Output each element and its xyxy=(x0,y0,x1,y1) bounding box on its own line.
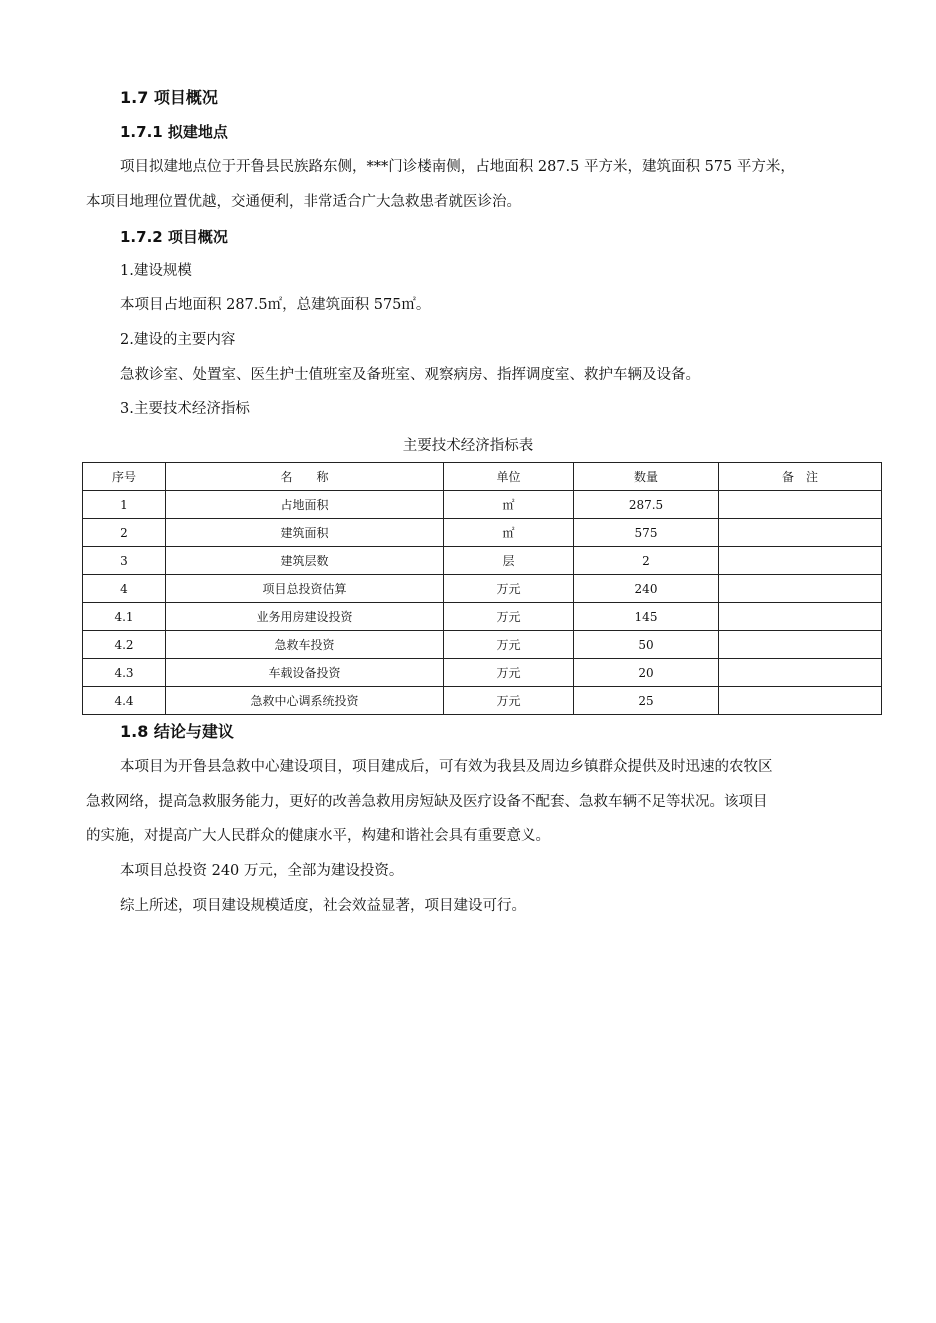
item-1-title: 1.建设规模 xyxy=(120,263,192,279)
table-row xyxy=(83,631,882,659)
table-cell xyxy=(719,575,882,603)
table-cell xyxy=(719,659,882,687)
header-cell: 名 称 xyxy=(166,463,444,491)
table-cell: 20 xyxy=(574,659,719,687)
table-cell: 3 xyxy=(83,547,166,575)
table-cell xyxy=(719,491,882,519)
header-cell: 数量 xyxy=(574,463,719,491)
table-cell: 业务用房建设投资 xyxy=(166,603,444,631)
table-row xyxy=(83,547,882,575)
table-cell: 万元 xyxy=(444,631,574,659)
table-cell: 建筑层数 xyxy=(166,547,444,575)
section-1-7-heading: 1.7 项目概况 xyxy=(120,88,218,107)
summary-paragraph: 综上所述，项目建设规模适度，社会效益显著，项目建设可行。 xyxy=(120,898,526,914)
table-cell xyxy=(719,687,882,715)
table-cell: 2 xyxy=(83,519,166,547)
table-cell: 4.2 xyxy=(83,631,166,659)
item-2-title: 2.建设的主要内容 xyxy=(120,332,236,348)
investment-paragraph: 本项目总投资 240 万元，全部为建设投资。 xyxy=(120,863,404,879)
table-cell: 240 xyxy=(574,575,719,603)
table-row xyxy=(83,519,882,547)
item-2-text: 急救诊室、处置室、医生护士值班室及备班室、观察病房、指挥调度室、救护车辆及设备。 xyxy=(120,367,700,383)
table-row xyxy=(83,491,882,519)
header-cell: 单位 xyxy=(444,463,574,491)
table-row xyxy=(83,659,882,687)
table-cell: ㎡ xyxy=(444,519,574,547)
table-cell: 急救中心调系统投资 xyxy=(166,687,444,715)
item-3-title: 3.主要技术经济指标 xyxy=(120,401,250,417)
table-cell: 575 xyxy=(574,519,719,547)
table-cell: 25 xyxy=(574,687,719,715)
section-1-7-2-heading: 1.7.2 项目概况 xyxy=(120,228,228,246)
location-paragraph-line-1: 项目拟建地点位于开鲁县民族路东侧，***门诊楼南侧，占地面积 287.5 平方米，建筑面积 575 平方米， xyxy=(120,159,795,175)
header-cell: 备 注 xyxy=(719,463,882,491)
table-cell: 急救车投资 xyxy=(166,631,444,659)
table-row xyxy=(83,575,882,603)
table-cell: 车载设备投资 xyxy=(166,659,444,687)
table-cell: 万元 xyxy=(444,687,574,715)
table-cell: 项目总投资估算 xyxy=(166,575,444,603)
table-cell: 占地面积 xyxy=(166,491,444,519)
conclusion-paragraph-line-2: 急救网络，提高急救服务能力，更好的改善急救用房短缺及医疗设备不配套、急救车辆不足等状况。该项目 xyxy=(86,794,768,810)
header-cell: 序号 xyxy=(83,463,166,491)
table-cell xyxy=(719,603,882,631)
table-cell: ㎡ xyxy=(444,491,574,519)
item-1-text: 本项目占地面积 287.5㎡，总建筑面积 575㎡。 xyxy=(120,297,431,313)
table-cell: 万元 xyxy=(444,659,574,687)
table-cell: 2 xyxy=(574,547,719,575)
table-caption: 主要技术经济指标表 xyxy=(402,438,534,454)
table-cell: 4.3 xyxy=(83,659,166,687)
table-cell: 287.5 xyxy=(574,491,719,519)
section-1-8-heading: 1.8 结论与建议 xyxy=(120,722,234,741)
conclusion-paragraph-line-1: 本项目为开鲁县急救中心建设项目，项目建成后，可有效为我县及周边乡镇群众提供及时迅速的农牧区 xyxy=(120,759,773,775)
location-paragraph-line-2: 本项目地理位置优越，交通便利，非常适合广大急救患者就医诊治。 xyxy=(86,194,521,210)
table-cell: 建筑面积 xyxy=(166,519,444,547)
table-row xyxy=(83,603,882,631)
table-cell: 万元 xyxy=(444,603,574,631)
table-cell: 万元 xyxy=(444,575,574,603)
table-cell: 145 xyxy=(574,603,719,631)
table-cell: 4.1 xyxy=(83,603,166,631)
conclusion-paragraph-line-3: 的实施，对提高广大人民群众的健康水平，构建和谐社会具有重要意义。 xyxy=(86,828,550,844)
table-cell: 层 xyxy=(444,547,574,575)
section-1-7-1-heading: 1.7.1 拟建地点 xyxy=(120,123,228,141)
table-cell xyxy=(719,547,882,575)
table-header-row xyxy=(83,463,882,491)
table-row xyxy=(83,687,882,715)
table-cell: 1 xyxy=(83,491,166,519)
table-cell: 50 xyxy=(574,631,719,659)
table-cell xyxy=(719,519,882,547)
table-cell xyxy=(719,631,882,659)
table-cell: 4 xyxy=(83,575,166,603)
table-cell: 4.4 xyxy=(83,687,166,715)
indicators-table xyxy=(82,462,882,715)
